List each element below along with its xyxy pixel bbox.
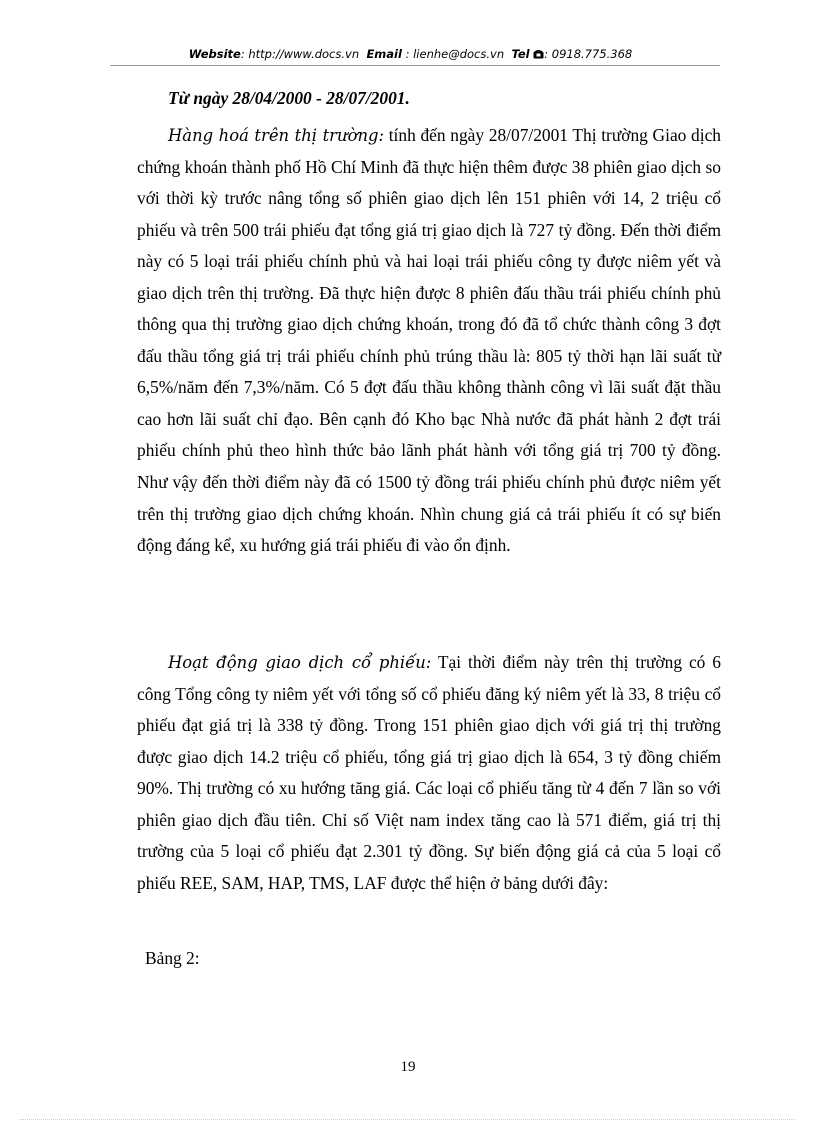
email-address: : lienhe@docs.vn [405,47,505,61]
page-header [100,46,721,62]
tel-label: Tel [511,47,530,61]
phone-icon [533,47,544,61]
website-label: Website [188,47,241,61]
paragraph-stocks-text: Tại thời điểm này trên thị trường có 6 công Tổng công ty niêm yết với tổng số cổ phiếu đăng ký niêm yết là 33, 8 triệu cổ phiếu đạt giá trị là 338 tỷ đồng. Trong 151 phiên giao dịch với giá trị thị trường được giao dịch 14.2 triệu cổ phiếu, tổng giá trị giao dịch là 654, 3 tỷ đồng chiếm 90%. Thị trường có xu hướng tăng giá. Các loại cổ phiếu tăng từ 4 đến 7 lần so với phiên giao dịch đầu tiên. Chỉ số Việt nam index tăng cao là 571 điểm, giá trị thị trường của 5 loại cổ phiếu đạt 2.301 tỷ đồng. Sự biến động giá cả của 5 loại cổ phiếu REE, SAM, HAP, TMS, LAF được thể hiện ở bảng dưới đây: [137,652,721,893]
website-url: : http://www.docs.vn [240,47,360,61]
paragraph-goods-text: tính đến ngày 28/07/2001 Thị trường Giao dịch chứng khoán thành phố Hồ Chí Minh đã thực hiện thêm được 38 phiên giao dịch so với thời kỳ trước nâng tổng số phiên giao dịch lên 151 phiên với 14, 2 triệu cổ phiếu và trên 500 trái phiếu đạt tổng giá trị giao dịch là 727 tỷ đồng. Đến thời điểm này có 5 loại trái phiếu chính phủ và hai loại trái phiếu công ty được niêm yết và giao dịch trên thị trường. Đã thực hiện được 8 phiên đấu thầu trái phiếu chính phủ thông qua thị trường giao dịch chứng khoán, trong đó đã tổ chức thành công 3 đợt đấu thầu tổng giá trị trái phiếu chính phủ trúng thầu là: 805 tỷ thời hạn lãi suất từ 6,5%/năm đến 7,3%/năm. Có 5 đợt đấu thầu không thành công vì lãi suất đặt thầu cao hơn lãi suất chỉ đạo. Bên cạnh đó Kho bạc Nhà nước đã phát hành 2 đợt trái phiếu chính phủ theo hình thức bảo lãnh phát hành với tổng giá trị 700 tỷ đồng. Như vậy đến thời điểm này đã có 1500 tỷ đồng trái phiếu chính phủ được niêm yết trên thị trường giao dịch chứng khoán. Nhìn chung giá cả trái phiếu ít có sự biến động đáng kể, xu hướng giá trái phiếu đi vào ổn định. [137,125,721,556]
email-label: Email [366,47,402,61]
section-title: Từ ngày 28/04/2000 - 28/07/2001. [168,88,410,108]
paragraph-goods [137,120,721,562]
paragraph-stocks-lead: Hoạt động giao dịch cổ phiếu: [168,653,432,672]
table-caption: Bảng 2: [145,948,200,968]
paragraph-stocks [137,647,721,899]
page-number: 19 [400,1059,416,1075]
page-bottom-border [20,1119,796,1120]
header-divider [110,65,720,66]
paragraph-goods-lead: Hàng hoá trên thị trường: [168,126,385,145]
phone-number: : 0918.775.368 [544,47,633,61]
